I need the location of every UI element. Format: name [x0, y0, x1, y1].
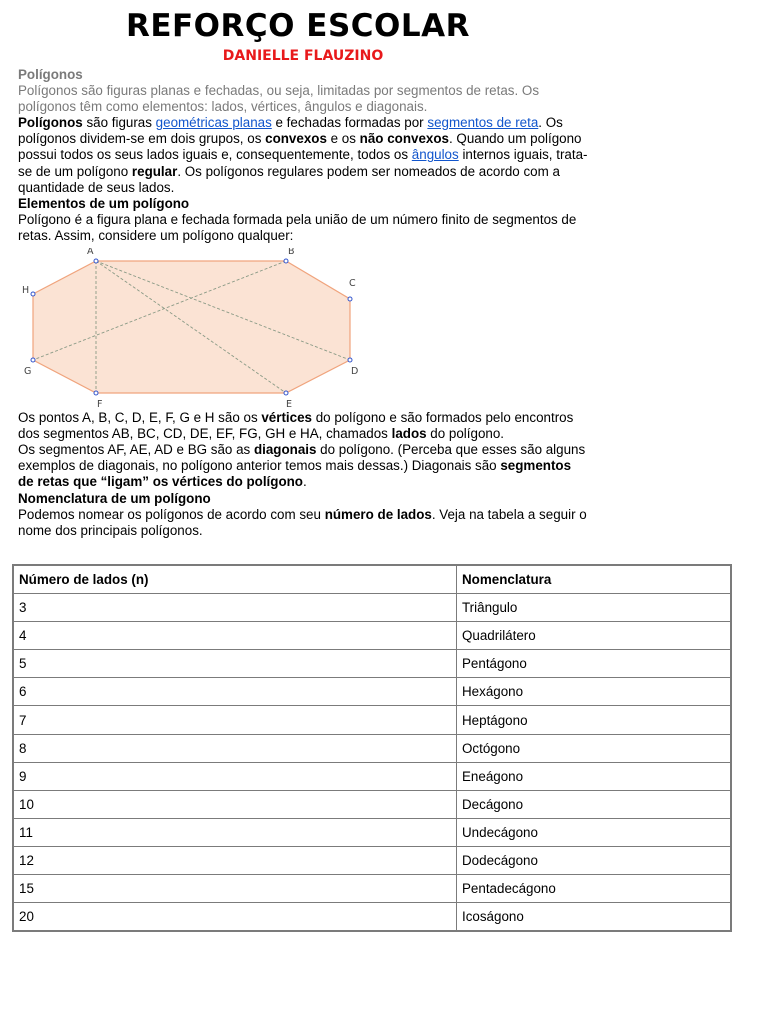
cell-sides: 8	[13, 734, 457, 762]
cell-name: Dodecágono	[457, 846, 732, 874]
vertex-h	[31, 292, 35, 296]
definition-text-4: e os	[326, 131, 360, 147]
cell-sides: 5	[13, 650, 457, 678]
cell-sides: 4	[13, 622, 457, 650]
vertex-d	[348, 358, 352, 362]
table-row	[13, 903, 731, 932]
label-f: F	[97, 399, 103, 411]
table-row	[13, 650, 731, 678]
term-non-convex: não convexos	[359, 131, 449, 147]
definition-text-3: . Os polígonos dividem-se em dois grupos, os	[18, 115, 563, 147]
header-name: Nomenclatura	[457, 565, 732, 594]
vertex-g	[31, 358, 35, 362]
cell-sides: 3	[13, 594, 457, 622]
term-vertices: vértices	[261, 410, 312, 426]
cell-name: Heptágono	[457, 706, 732, 734]
link-line-segments[interactable]: segmentos de reta	[427, 115, 539, 131]
nomenclature-paragraph	[18, 507, 588, 539]
cell-sides: 6	[13, 678, 457, 706]
document-body	[18, 67, 588, 539]
table-row	[13, 594, 731, 622]
vertices-text-1: Os pontos A, B, C, D, E, F, G e H são os	[18, 410, 262, 426]
cell-name: Icoságono	[457, 903, 732, 932]
vertex-e	[284, 391, 288, 395]
cell-name: Decágono	[457, 790, 732, 818]
nomenclature-heading: Nomenclatura de um polígono	[18, 490, 211, 506]
cell-sides: 11	[13, 818, 457, 846]
table-row	[13, 818, 731, 846]
term-diagonal-definition: segmentos de retas que “ligam” os vértices do polígono	[18, 458, 572, 490]
definition-term: Polígonos	[18, 115, 83, 131]
cell-name: Quadrilátero	[457, 622, 732, 650]
intro-heading: Polígonos	[18, 67, 83, 82]
cell-sides: 12	[13, 846, 457, 874]
nomenclature-text-1: Podemos nomear os polígonos de acordo com seu	[18, 506, 325, 522]
cell-sides: 7	[13, 706, 457, 734]
link-geometric-shapes[interactable]: geométricas planas	[155, 115, 272, 131]
term-diagonals: diagonais	[253, 442, 317, 458]
cell-sides: 9	[13, 762, 457, 790]
diagonals-paragraph	[18, 442, 588, 490]
header-sides: Número de lados (n)	[13, 565, 457, 594]
label-e: E	[286, 399, 293, 411]
cell-name: Triângulo	[457, 594, 732, 622]
link-angles[interactable]: ângulos	[411, 147, 459, 163]
label-d: D	[351, 366, 359, 378]
elements-text: Polígono é a figura plana e fechada formada pela união de um número finito de segmentos de retas. Assim, considere um polígono qualquer:	[18, 211, 577, 243]
definition-text-7: . Os polígonos regulares podem ser nomeados de acordo com a quantidade de seus lados.	[18, 163, 560, 195]
vertices-text-3: do polígono.	[426, 426, 505, 442]
vertex-b	[284, 259, 288, 263]
term-convex: convexos	[265, 131, 327, 147]
table-row	[13, 846, 731, 874]
label-c: C	[349, 278, 356, 290]
table-row	[13, 762, 731, 790]
vertex-f	[94, 391, 98, 395]
vertices-paragraph	[18, 410, 588, 442]
cell-name: Eneágono	[457, 762, 732, 790]
diagonals-text-3: .	[302, 474, 307, 490]
cell-sides: 15	[13, 875, 457, 903]
definition-text-6: internos iguais, trata-se de um polígono	[18, 147, 588, 179]
term-number-of-sides: número de lados	[324, 506, 432, 522]
diagonals-text-2: do polígono. (Perceba que esses são alguns exemplos de diagonais, no polígono anterior temos mais dessas.) Diagonais são	[18, 442, 586, 474]
cell-name: Undecágono	[457, 818, 732, 846]
label-a: A	[87, 248, 94, 258]
cell-name: Hexágono	[457, 678, 732, 706]
table-row	[13, 734, 731, 762]
vertices-text-2: do polígono e são formados pelo encontros dos segmentos AB, BC, CD, DE, EF, FG, GH e HA, chamados	[18, 410, 574, 442]
definition-text-1: são figuras	[82, 115, 156, 131]
cell-name: Octógono	[457, 734, 732, 762]
elements-heading: Elementos de um polígono	[18, 195, 190, 211]
nomenclature-table	[12, 564, 732, 932]
table-header-row	[13, 565, 731, 594]
term-sides: lados	[391, 426, 427, 442]
table-row	[13, 706, 731, 734]
table-row	[13, 790, 731, 818]
label-b: B	[288, 248, 295, 258]
nomenclature-text-2: . Veja na tabela a seguir o nome dos principais polígonos.	[18, 506, 587, 538]
octagon-figure	[18, 248, 388, 410]
label-g: G	[24, 366, 32, 378]
diagonals-text-1: Os segmentos AF, AE, AD e BG são as	[18, 442, 254, 458]
page-title: REFORÇO ESCOLAR	[125, 8, 471, 44]
table-row	[13, 875, 731, 903]
cell-name: Pentágono	[457, 650, 732, 678]
table-row	[13, 678, 731, 706]
cell-name: Pentadecágono	[457, 875, 732, 903]
definition-text-5: . Quando um polígono possui todos os seus lados iguais e, consequentemente, todos os	[18, 131, 582, 163]
term-regular: regular	[131, 163, 178, 179]
vertex-c	[348, 297, 352, 301]
definition-paragraph	[18, 115, 588, 195]
table-row	[13, 622, 731, 650]
cell-sides: 20	[13, 903, 457, 932]
author-name: DANIELLE FLAUZINO	[222, 48, 384, 64]
intro-text: Polígonos são figuras planas e fechadas, ou seja, limitadas por segmentos de retas. Os polígonos têm como elementos: lados, vértices, ângulos e diagonais.	[18, 83, 540, 115]
vertex-a	[94, 259, 98, 263]
definition-text-2: e fechadas formadas por	[271, 115, 428, 131]
cell-sides: 10	[13, 790, 457, 818]
label-h: H	[22, 285, 30, 297]
